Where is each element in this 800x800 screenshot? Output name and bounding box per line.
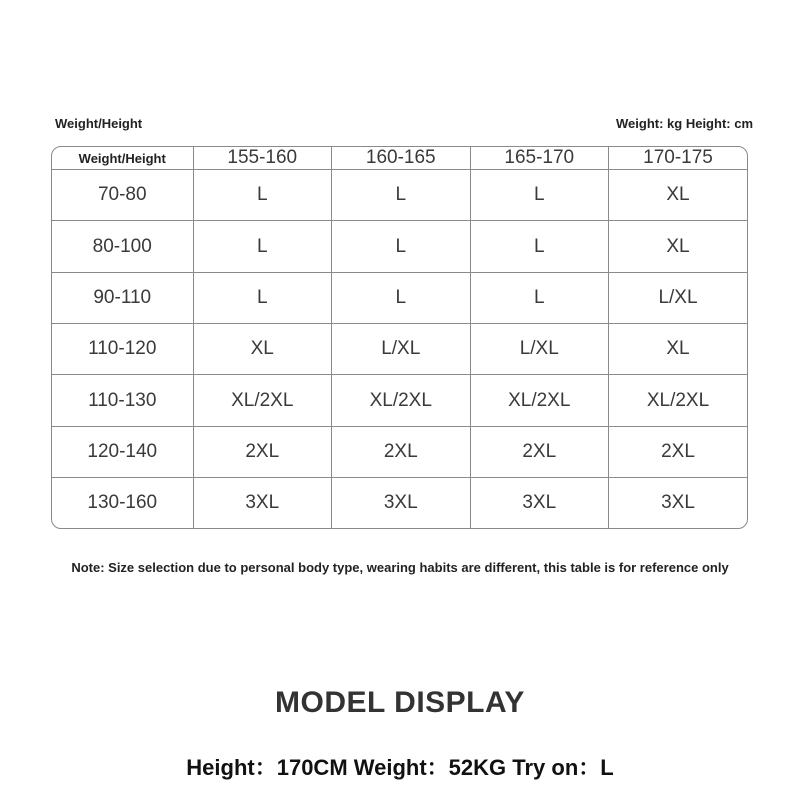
table-header-row [52, 147, 747, 170]
model-display-title: MODEL DISPLAY [275, 686, 525, 719]
size-cell: XL [193, 324, 332, 375]
column-header: 160-165 [332, 147, 471, 170]
size-cell: L [470, 170, 609, 221]
row-header: 80-100 [52, 221, 193, 272]
table-heading-label: Weight/Height [55, 116, 143, 131]
column-header: 165-170 [470, 147, 609, 170]
table-row [52, 272, 747, 323]
size-cell: L [470, 221, 609, 272]
size-cell: XL/2XL [470, 375, 609, 426]
size-cell: 3XL [609, 478, 748, 528]
size-cell: XL [609, 221, 748, 272]
units-label: Weight: kg Height: cm [616, 116, 753, 131]
size-cell: 3XL [193, 478, 332, 528]
size-cell: XL [609, 170, 748, 221]
size-cell: L/XL [609, 272, 748, 323]
size-cell: 3XL [332, 478, 471, 528]
size-chart [51, 146, 748, 529]
row-header: 70-80 [52, 170, 193, 221]
column-header: 170-175 [609, 147, 748, 170]
size-cell: L [332, 170, 471, 221]
size-cell: 2XL [332, 426, 471, 477]
disclaimer-note: Note: Size selection due to personal body type, wearing habits are different, this table is for reference only [71, 560, 729, 575]
size-cell: XL/2XL [193, 375, 332, 426]
size-cell: L [193, 272, 332, 323]
size-cell: L [332, 221, 471, 272]
row-header: 110-130 [52, 375, 193, 426]
size-cell: 3XL [470, 478, 609, 528]
table-row [52, 324, 747, 375]
row-header: 110-120 [52, 324, 193, 375]
size-cell: XL [609, 324, 748, 375]
table-row [52, 170, 747, 221]
size-cell: 2XL [470, 426, 609, 477]
size-cell: L [193, 170, 332, 221]
table-row [52, 221, 747, 272]
size-cell: L/XL [470, 324, 609, 375]
row-header: 90-110 [52, 272, 193, 323]
model-measurements: Height：170CM Weight：52KG Try on：L [186, 755, 614, 780]
size-cell: XL/2XL [332, 375, 471, 426]
row-header: 120-140 [52, 426, 193, 477]
size-cell: XL/2XL [609, 375, 748, 426]
size-cell: L/XL [332, 324, 471, 375]
table-row [52, 375, 747, 426]
size-cell: L [193, 221, 332, 272]
size-table [52, 147, 747, 528]
size-cell: L [332, 272, 471, 323]
column-header: 155-160 [193, 147, 332, 170]
size-cell: 2XL [609, 426, 748, 477]
size-cell: 2XL [193, 426, 332, 477]
row-header: 130-160 [52, 478, 193, 528]
size-cell: L [470, 272, 609, 323]
table-row [52, 478, 747, 528]
table-row [52, 426, 747, 477]
corner-header: Weight/Height [52, 147, 193, 170]
